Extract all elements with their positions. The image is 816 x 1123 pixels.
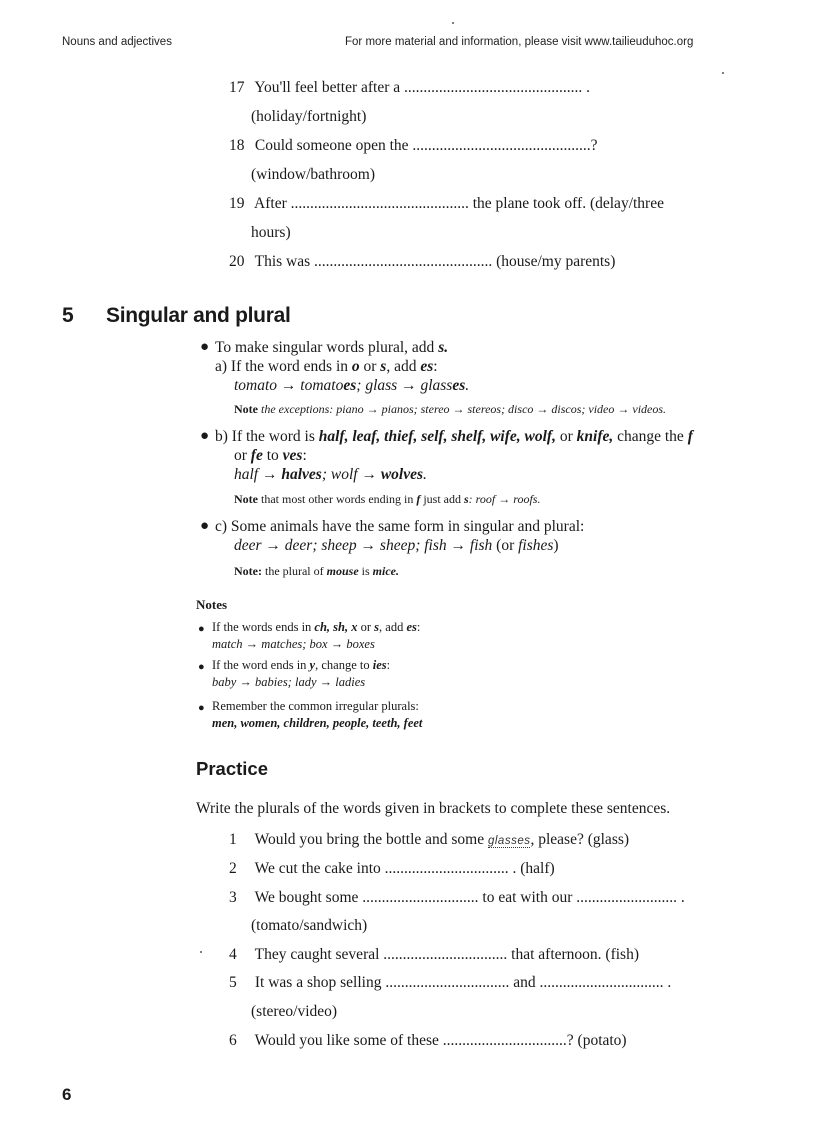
- note-emph: y: [309, 658, 316, 672]
- notes-item-3-example: men, women, children, people, teeth, feet: [212, 716, 423, 730]
- note-text: the exceptions: piano → pianos; stereo → stereos; disco → discos; video → videos.: [258, 402, 667, 416]
- exercise-item-20: [229, 252, 615, 272]
- example-emph: halves: [281, 466, 322, 483]
- practice-item-1: [229, 830, 629, 851]
- practice-item-6: [229, 1031, 627, 1051]
- item-number: 18: [229, 137, 245, 154]
- item-number: 2: [229, 860, 237, 877]
- rule-emph: fe: [250, 447, 263, 464]
- bullet-icon: ●: [198, 623, 205, 635]
- practice-item-4: [229, 945, 639, 965]
- item-text: After .............................................. the plane took off. (delay/three: [254, 195, 664, 212]
- rule-c-example: [234, 537, 559, 555]
- example-text: .: [465, 377, 470, 394]
- rule-emph: s.: [438, 339, 449, 356]
- section-number: 5: [62, 304, 74, 327]
- exercise-item-19-hint: hours): [251, 224, 291, 241]
- note-label: Note: [234, 402, 258, 416]
- practice-heading: Practice: [196, 758, 268, 779]
- filled-answer: glasses: [487, 835, 531, 847]
- rule-text: :: [433, 358, 438, 375]
- exercise-item-18: [229, 136, 598, 156]
- rule-c-note: [234, 564, 399, 579]
- example-text: (or: [492, 537, 519, 554]
- note-text: : roof → roofs.: [468, 492, 541, 506]
- example-text: ; glass → glass: [356, 377, 453, 394]
- item-text: This was .............................................. (house/my parents): [254, 253, 616, 270]
- scan-speck: [452, 22, 454, 24]
- item-text: They caught several ................................ that afternoon. (fish): [254, 946, 639, 963]
- rule-text: , add: [386, 358, 421, 375]
- notes-item-1-example: match → matches; box → boxes: [212, 637, 375, 651]
- exercise-item-17: [229, 78, 590, 98]
- note-emph: mice.: [372, 564, 399, 578]
- rule-c: c) Some animals have the same form in singular and plural:: [215, 518, 585, 535]
- item-text: We bought some .............................. to eat with our .......................... .: [254, 889, 685, 906]
- rule-b: [215, 428, 693, 446]
- item-text: , please? (glass): [530, 831, 630, 848]
- note-text: or: [357, 620, 375, 634]
- rule-text: :: [302, 447, 307, 464]
- rule-b-example: [234, 466, 427, 484]
- rule-b-note: [234, 492, 540, 507]
- item-text: You'll feel better after a .............................................. .: [254, 79, 591, 96]
- rule-emph: knife,: [576, 428, 614, 445]
- note-text: , add: [379, 620, 407, 634]
- rule-text: or: [555, 428, 577, 445]
- rule-text: change the: [613, 428, 688, 445]
- note-emph: f: [416, 492, 421, 506]
- rule-intro: [215, 339, 448, 357]
- item-text: It was a shop selling ................................ and ................................ .: [254, 974, 672, 991]
- bullet-icon: ●: [198, 702, 205, 714]
- note-label: Note: [234, 492, 258, 506]
- note-emph: es: [406, 620, 417, 634]
- rule-emph: f: [687, 428, 693, 445]
- rule-a: [215, 358, 438, 376]
- item-number: 19: [229, 195, 245, 212]
- scan-speck: [200, 951, 202, 953]
- note-text: just add: [420, 492, 464, 506]
- note-emph: ies: [372, 658, 387, 672]
- item-number: 20: [229, 253, 245, 270]
- note-text: If the words ends in: [212, 620, 315, 634]
- rule-emph: ves: [282, 447, 303, 464]
- note-text: is: [358, 564, 373, 578]
- item-number: 4: [229, 946, 237, 963]
- rule-text: to: [262, 447, 283, 464]
- rule-emph: half, leaf, thief, self, shelf, wife, wolf,: [318, 428, 556, 445]
- example-text: fishes: [518, 537, 554, 554]
- running-header-right: For more material and information, please visit www.tailieuduhoc.org: [345, 36, 694, 48]
- exercise-item-18-hint: (window/bathroom): [251, 166, 375, 183]
- rule-text: or: [234, 447, 251, 464]
- example-text: half →: [234, 466, 282, 483]
- note-emph: s: [374, 620, 380, 634]
- page-number: 6: [62, 1085, 72, 1104]
- running-header-left: Nouns and adjectives: [62, 36, 172, 48]
- note-text: , change to: [315, 658, 373, 672]
- item-number: 5: [229, 974, 237, 991]
- practice-instruction: Write the plurals of the words given in brackets to complete these sentences.: [196, 800, 671, 817]
- notes-item-2-example: baby → babies; lady → ladies: [212, 675, 366, 689]
- rule-a-example: [234, 377, 469, 395]
- bullet-icon: ●: [200, 428, 210, 444]
- item-number: 1: [229, 831, 237, 848]
- note-text: :: [416, 620, 421, 634]
- rule-b-cont: [234, 447, 307, 465]
- practice-item-3-hint: (tomato/sandwich): [251, 917, 368, 934]
- example-text: .: [423, 466, 427, 483]
- rule-text: or: [359, 358, 381, 375]
- item-number: 3: [229, 889, 237, 906]
- example-text: ): [553, 537, 559, 554]
- section-title: Singular and plural: [106, 304, 291, 327]
- notes-heading: Notes: [196, 597, 228, 612]
- note-emph: s: [464, 492, 469, 506]
- rule-emph: s: [380, 358, 387, 375]
- example-emph: wolves: [380, 466, 424, 483]
- rule-text: b) If the word is: [215, 428, 319, 445]
- note-text: the plural of: [261, 564, 327, 578]
- notes-item-1: [212, 620, 420, 635]
- item-number: 17: [229, 79, 245, 96]
- example-text: ; wolf →: [321, 466, 381, 483]
- rule-emph: o: [351, 358, 360, 375]
- item-text: Would you bring the bottle and some: [254, 831, 488, 848]
- bullet-icon: ●: [198, 661, 205, 673]
- rule-text: a) If the word ends in: [215, 358, 352, 375]
- item-text: Would you like some of these ................................? (potato): [254, 1032, 627, 1049]
- bullet-icon: ●: [200, 339, 210, 355]
- note-label: Note:: [234, 564, 262, 578]
- notes-item-2: [212, 658, 390, 673]
- practice-item-2: [229, 859, 555, 879]
- practice-item-5: [229, 973, 671, 993]
- rule-a-note: [234, 402, 666, 417]
- exercise-item-17-hint: (holiday/fortnight): [251, 108, 367, 125]
- rule-emph: es: [420, 358, 434, 375]
- example-text: deer → deer; sheep → sheep; fish → fish: [234, 537, 493, 554]
- note-emph: mouse: [326, 564, 359, 578]
- note-text: :: [386, 658, 391, 672]
- practice-item-3: [229, 888, 685, 908]
- example-text: tomato → tomato: [234, 377, 344, 394]
- item-text: We cut the cake into ................................ . (half): [254, 860, 555, 877]
- item-text: Could someone open the ..............................................?: [254, 137, 598, 154]
- item-number: 6: [229, 1032, 237, 1049]
- example-emph: es: [452, 377, 466, 394]
- exercise-item-19: [229, 194, 664, 214]
- notes-item-3: Remember the common irregular plurals:: [212, 699, 419, 713]
- rule-text: To make singular words plural, add: [215, 339, 439, 356]
- scan-speck: [722, 72, 724, 74]
- example-emph: es: [343, 377, 357, 394]
- bullet-icon: ●: [200, 518, 210, 534]
- note-text: that most other words ending in: [258, 492, 417, 506]
- practice-item-5-hint: (stereo/video): [251, 1003, 338, 1020]
- note-emph: ch, sh, x: [314, 620, 358, 634]
- note-text: If the word ends in: [212, 658, 310, 672]
